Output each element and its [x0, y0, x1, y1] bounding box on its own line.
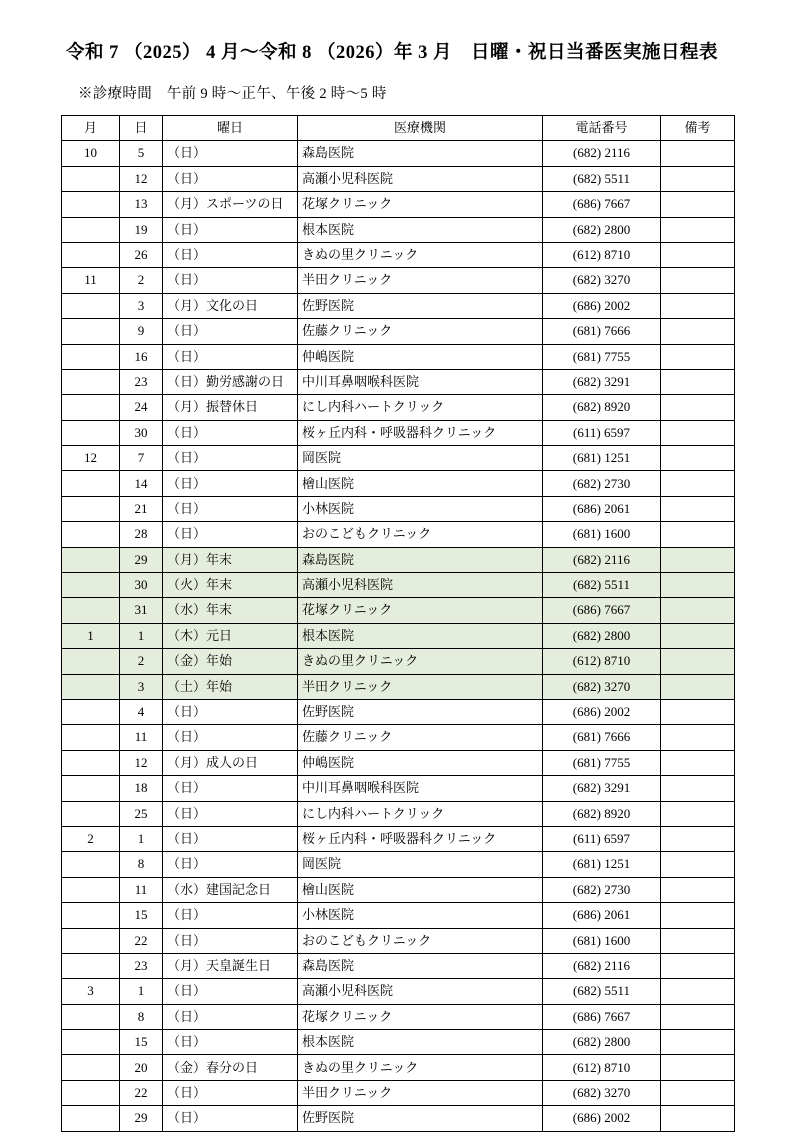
- table-body: [62, 141, 735, 1131]
- column-header-weekday: 曜日: [163, 116, 298, 141]
- cell-institution: 半田クリニック: [298, 674, 543, 699]
- cell-remarks: [661, 1080, 735, 1105]
- cell-phone: (681) 7755: [543, 344, 661, 369]
- cell-remarks: [661, 446, 735, 471]
- cell-month: [62, 1106, 120, 1131]
- cell-phone: (686) 2002: [543, 1106, 661, 1131]
- cell-phone: (682) 2730: [543, 471, 661, 496]
- cell-remarks: [661, 319, 735, 344]
- cell-institution: 根本医院: [298, 217, 543, 242]
- cell-month: [62, 293, 120, 318]
- duty-doctor-schedule-table: [61, 115, 735, 1132]
- cell-remarks: [661, 369, 735, 394]
- cell-weekday: （日）: [163, 1004, 298, 1029]
- cell-month: [62, 953, 120, 978]
- table-row: [62, 293, 735, 318]
- cell-phone: (682) 8920: [543, 801, 661, 826]
- cell-weekday: （日）: [163, 319, 298, 344]
- cell-day: 22: [120, 1080, 163, 1105]
- cell-month: [62, 522, 120, 547]
- cell-day: 14: [120, 471, 163, 496]
- cell-weekday: （水）年末: [163, 598, 298, 623]
- cell-institution: 森島医院: [298, 141, 543, 166]
- cell-month: [62, 725, 120, 750]
- cell-weekday: （日）: [163, 522, 298, 547]
- cell-weekday: （日）: [163, 242, 298, 267]
- table-row: [62, 1004, 735, 1029]
- table-row: [62, 826, 735, 851]
- cell-remarks: [661, 1030, 735, 1055]
- cell-day: 16: [120, 344, 163, 369]
- cell-weekday: （日）: [163, 725, 298, 750]
- cell-day: 24: [120, 395, 163, 420]
- table-row: [62, 471, 735, 496]
- cell-day: 11: [120, 877, 163, 902]
- cell-remarks: [661, 725, 735, 750]
- cell-remarks: [661, 776, 735, 801]
- cell-month: [62, 1004, 120, 1029]
- cell-remarks: [661, 192, 735, 217]
- cell-weekday: （日）: [163, 826, 298, 851]
- cell-day: 20: [120, 1055, 163, 1080]
- table-row: [62, 928, 735, 953]
- cell-day: 23: [120, 953, 163, 978]
- table-header-row: [62, 116, 735, 141]
- cell-institution: 花塚クリニック: [298, 598, 543, 623]
- cell-phone: (682) 2116: [543, 141, 661, 166]
- cell-phone: (682) 3291: [543, 776, 661, 801]
- cell-month: [62, 217, 120, 242]
- cell-institution: にし内科ハートクリック: [298, 395, 543, 420]
- cell-remarks: [661, 674, 735, 699]
- table-row: [62, 268, 735, 293]
- cell-phone: (681) 1600: [543, 928, 661, 953]
- cell-institution: 佐野医院: [298, 293, 543, 318]
- cell-institution: 根本医院: [298, 623, 543, 648]
- cell-phone: (611) 6597: [543, 420, 661, 445]
- cell-institution: 岡医院: [298, 852, 543, 877]
- table-row: [62, 953, 735, 978]
- cell-month: 1: [62, 623, 120, 648]
- table-row: [62, 573, 735, 598]
- cell-day: 1: [120, 623, 163, 648]
- table-row: [62, 877, 735, 902]
- cell-phone: (682) 2800: [543, 1030, 661, 1055]
- table-row: [62, 852, 735, 877]
- cell-weekday: （日）: [163, 852, 298, 877]
- cell-weekday: （月）成人の日: [163, 750, 298, 775]
- cell-remarks: [661, 141, 735, 166]
- cell-weekday: （日）: [163, 699, 298, 724]
- cell-month: 12: [62, 446, 120, 471]
- cell-weekday: （金）年始: [163, 649, 298, 674]
- cell-month: 11: [62, 268, 120, 293]
- cell-weekday: （月）年末: [163, 547, 298, 572]
- cell-day: 25: [120, 801, 163, 826]
- cell-remarks: [661, 522, 735, 547]
- cell-phone: (686) 7667: [543, 1004, 661, 1029]
- cell-day: 28: [120, 522, 163, 547]
- cell-month: 10: [62, 141, 120, 166]
- table-row: [62, 192, 735, 217]
- column-header-phone: 電話番号: [543, 116, 661, 141]
- table-row: [62, 446, 735, 471]
- cell-weekday: （日）: [163, 268, 298, 293]
- cell-remarks: [661, 166, 735, 191]
- cell-weekday: （日）: [163, 1106, 298, 1131]
- cell-remarks: [661, 1106, 735, 1131]
- cell-weekday: （日）: [163, 1080, 298, 1105]
- cell-day: 12: [120, 750, 163, 775]
- cell-institution: 檜山医院: [298, 877, 543, 902]
- cell-weekday: （日）: [163, 471, 298, 496]
- cell-remarks: [661, 573, 735, 598]
- cell-institution: 中川耳鼻咽喉科医院: [298, 369, 543, 394]
- cell-weekday: （日）: [163, 903, 298, 928]
- table-row: [62, 522, 735, 547]
- cell-remarks: [661, 1055, 735, 1080]
- cell-month: 2: [62, 826, 120, 851]
- table-row: [62, 395, 735, 420]
- table-row: [62, 242, 735, 267]
- cell-day: 26: [120, 242, 163, 267]
- table-row: [62, 1055, 735, 1080]
- cell-weekday: （火）年末: [163, 573, 298, 598]
- cell-remarks: [661, 852, 735, 877]
- cell-institution: おのこどもクリニック: [298, 522, 543, 547]
- cell-institution: 小林医院: [298, 903, 543, 928]
- table-row: [62, 649, 735, 674]
- cell-month: [62, 928, 120, 953]
- cell-remarks: [661, 344, 735, 369]
- cell-phone: (681) 1600: [543, 522, 661, 547]
- cell-remarks: [661, 496, 735, 521]
- cell-weekday: （水）建国記念日: [163, 877, 298, 902]
- cell-month: [62, 420, 120, 445]
- table-row: [62, 1080, 735, 1105]
- cell-remarks: [661, 598, 735, 623]
- cell-institution: 桜ヶ丘内科・呼吸器科クリニック: [298, 826, 543, 851]
- cell-day: 21: [120, 496, 163, 521]
- cell-month: [62, 319, 120, 344]
- cell-remarks: [661, 623, 735, 648]
- cell-phone: (681) 7666: [543, 725, 661, 750]
- cell-institution: 根本医院: [298, 1030, 543, 1055]
- cell-institution: 森島医院: [298, 547, 543, 572]
- cell-remarks: [661, 903, 735, 928]
- cell-weekday: （日）: [163, 166, 298, 191]
- cell-remarks: [661, 471, 735, 496]
- cell-institution: 佐藤クリニック: [298, 319, 543, 344]
- table-row: [62, 1106, 735, 1131]
- cell-remarks: [661, 699, 735, 724]
- cell-phone: (686) 2002: [543, 293, 661, 318]
- cell-month: [62, 801, 120, 826]
- cell-institution: 花塚クリニック: [298, 1004, 543, 1029]
- cell-month: [62, 598, 120, 623]
- table-row: [62, 344, 735, 369]
- cell-institution: 高瀬小児科医院: [298, 166, 543, 191]
- table-row: [62, 496, 735, 521]
- cell-month: [62, 903, 120, 928]
- table-row: [62, 166, 735, 191]
- cell-weekday: （日）: [163, 141, 298, 166]
- cell-weekday: （月）振替休日: [163, 395, 298, 420]
- table-row: [62, 1030, 735, 1055]
- cell-phone: (682) 5511: [543, 166, 661, 191]
- cell-day: 1: [120, 979, 163, 1004]
- cell-phone: (682) 3270: [543, 1080, 661, 1105]
- cell-institution: 小林医院: [298, 496, 543, 521]
- cell-weekday: （日）: [163, 776, 298, 801]
- cell-day: 30: [120, 573, 163, 598]
- cell-month: [62, 699, 120, 724]
- cell-phone: (681) 1251: [543, 852, 661, 877]
- cell-day: 8: [120, 852, 163, 877]
- cell-day: 4: [120, 699, 163, 724]
- cell-remarks: [661, 953, 735, 978]
- cell-day: 12: [120, 166, 163, 191]
- table-row: [62, 547, 735, 572]
- cell-month: [62, 369, 120, 394]
- column-header-institution: 医療機関: [298, 116, 543, 141]
- cell-phone: (686) 2061: [543, 496, 661, 521]
- cell-phone: (686) 7667: [543, 192, 661, 217]
- cell-day: 22: [120, 928, 163, 953]
- cell-institution: 高瀬小児科医院: [298, 573, 543, 598]
- cell-weekday: （日）: [163, 928, 298, 953]
- cell-remarks: [661, 979, 735, 1004]
- cell-institution: 森島医院: [298, 953, 543, 978]
- cell-phone: (682) 5511: [543, 979, 661, 1004]
- cell-day: 18: [120, 776, 163, 801]
- cell-institution: きぬの里クリニック: [298, 1055, 543, 1080]
- cell-phone: (681) 7755: [543, 750, 661, 775]
- cell-remarks: [661, 395, 735, 420]
- cell-remarks: [661, 1004, 735, 1029]
- cell-weekday: （日）: [163, 420, 298, 445]
- cell-remarks: [661, 420, 735, 445]
- cell-weekday: （月）天皇誕生日: [163, 953, 298, 978]
- cell-weekday: （日）: [163, 496, 298, 521]
- cell-day: 29: [120, 1106, 163, 1131]
- cell-phone: (682) 2116: [543, 953, 661, 978]
- cell-phone: (682) 2800: [543, 217, 661, 242]
- table-row: [62, 141, 735, 166]
- cell-phone: (682) 2730: [543, 877, 661, 902]
- cell-phone: (612) 8710: [543, 649, 661, 674]
- cell-weekday: （土）年始: [163, 674, 298, 699]
- table-row: [62, 319, 735, 344]
- cell-day: 7: [120, 446, 163, 471]
- cell-day: 19: [120, 217, 163, 242]
- cell-day: 30: [120, 420, 163, 445]
- cell-remarks: [661, 242, 735, 267]
- cell-remarks: [661, 750, 735, 775]
- cell-phone: (682) 8920: [543, 395, 661, 420]
- cell-institution: 佐野医院: [298, 1106, 543, 1131]
- cell-phone: (682) 2800: [543, 623, 661, 648]
- clinic-hours-note: ※診療時間 午前 9 時～正午、午後 2 時～5 時: [78, 86, 387, 102]
- cell-day: 31: [120, 598, 163, 623]
- cell-remarks: [661, 217, 735, 242]
- cell-remarks: [661, 826, 735, 851]
- cell-institution: 佐野医院: [298, 699, 543, 724]
- cell-phone: (682) 2116: [543, 547, 661, 572]
- cell-day: 15: [120, 1030, 163, 1055]
- cell-institution: きぬの里クリニック: [298, 242, 543, 267]
- column-header-month: 月: [62, 116, 120, 141]
- cell-month: [62, 1080, 120, 1105]
- cell-month: [62, 877, 120, 902]
- table-row: [62, 699, 735, 724]
- cell-day: 3: [120, 674, 163, 699]
- cell-institution: 半田クリニック: [298, 268, 543, 293]
- cell-weekday: （月）文化の日: [163, 293, 298, 318]
- cell-day: 23: [120, 369, 163, 394]
- cell-day: 1: [120, 826, 163, 851]
- cell-institution: 桜ヶ丘内科・呼吸器科クリニック: [298, 420, 543, 445]
- cell-month: [62, 166, 120, 191]
- cell-weekday: （日）勤労感謝の日: [163, 369, 298, 394]
- cell-remarks: [661, 928, 735, 953]
- cell-month: [62, 1030, 120, 1055]
- page-title: 令和 7 （2025） 4 月～令和 8 （2026）年 3 月 日曜・祝日当番医実施日程表: [66, 43, 719, 63]
- cell-weekday: （日）: [163, 801, 298, 826]
- cell-month: [62, 471, 120, 496]
- cell-weekday: （月）スポーツの日: [163, 192, 298, 217]
- cell-month: [62, 1055, 120, 1080]
- cell-remarks: [661, 268, 735, 293]
- cell-institution: 檜山医院: [298, 471, 543, 496]
- column-header-day: 日: [120, 116, 163, 141]
- cell-institution: 岡医院: [298, 446, 543, 471]
- cell-day: 15: [120, 903, 163, 928]
- table-row: [62, 623, 735, 648]
- cell-month: 3: [62, 979, 120, 1004]
- cell-institution: にし内科ハートクリック: [298, 801, 543, 826]
- table-row: [62, 801, 735, 826]
- cell-weekday: （金）春分の日: [163, 1055, 298, 1080]
- cell-phone: (612) 8710: [543, 242, 661, 267]
- cell-institution: 中川耳鼻咽喉科医院: [298, 776, 543, 801]
- cell-remarks: [661, 801, 735, 826]
- cell-institution: おのこどもクリニック: [298, 928, 543, 953]
- table-row: [62, 674, 735, 699]
- cell-day: 2: [120, 268, 163, 293]
- cell-institution: 仲嶋医院: [298, 750, 543, 775]
- cell-remarks: [661, 649, 735, 674]
- cell-weekday: （日）: [163, 344, 298, 369]
- cell-institution: 半田クリニック: [298, 1080, 543, 1105]
- cell-phone: (611) 6597: [543, 826, 661, 851]
- table-row: [62, 903, 735, 928]
- table-row: [62, 725, 735, 750]
- cell-institution: 花塚クリニック: [298, 192, 543, 217]
- cell-day: 11: [120, 725, 163, 750]
- cell-phone: (686) 2002: [543, 699, 661, 724]
- cell-month: [62, 192, 120, 217]
- table-row: [62, 420, 735, 445]
- cell-phone: (612) 8710: [543, 1055, 661, 1080]
- cell-institution: 高瀬小児科医院: [298, 979, 543, 1004]
- cell-month: [62, 242, 120, 267]
- table-row: [62, 369, 735, 394]
- table-row: [62, 750, 735, 775]
- cell-phone: (682) 3291: [543, 369, 661, 394]
- cell-month: [62, 547, 120, 572]
- cell-institution: 仲嶋医院: [298, 344, 543, 369]
- cell-phone: (682) 5511: [543, 573, 661, 598]
- cell-day: 3: [120, 293, 163, 318]
- cell-phone: (686) 2061: [543, 903, 661, 928]
- column-header-remarks: 備考: [661, 116, 735, 141]
- cell-day: 29: [120, 547, 163, 572]
- cell-remarks: [661, 877, 735, 902]
- cell-weekday: （日）: [163, 979, 298, 1004]
- cell-month: [62, 496, 120, 521]
- cell-day: 5: [120, 141, 163, 166]
- cell-weekday: （日）: [163, 217, 298, 242]
- cell-month: [62, 395, 120, 420]
- cell-phone: (686) 7667: [543, 598, 661, 623]
- cell-weekday: （木）元日: [163, 623, 298, 648]
- table-row: [62, 598, 735, 623]
- cell-month: [62, 573, 120, 598]
- cell-phone: (681) 7666: [543, 319, 661, 344]
- cell-month: [62, 674, 120, 699]
- cell-month: [62, 776, 120, 801]
- cell-institution: きぬの里クリニック: [298, 649, 543, 674]
- cell-remarks: [661, 547, 735, 572]
- cell-day: 2: [120, 649, 163, 674]
- cell-month: [62, 344, 120, 369]
- table-row: [62, 979, 735, 1004]
- cell-month: [62, 852, 120, 877]
- cell-remarks: [661, 293, 735, 318]
- cell-month: [62, 649, 120, 674]
- cell-day: 13: [120, 192, 163, 217]
- cell-day: 9: [120, 319, 163, 344]
- cell-day: 8: [120, 1004, 163, 1029]
- table-row: [62, 776, 735, 801]
- table-row: [62, 217, 735, 242]
- cell-weekday: （日）: [163, 446, 298, 471]
- cell-weekday: （日）: [163, 1030, 298, 1055]
- cell-month: [62, 750, 120, 775]
- cell-institution: 佐藤クリニック: [298, 725, 543, 750]
- cell-phone: (682) 3270: [543, 674, 661, 699]
- cell-phone: (682) 3270: [543, 268, 661, 293]
- cell-phone: (681) 1251: [543, 446, 661, 471]
